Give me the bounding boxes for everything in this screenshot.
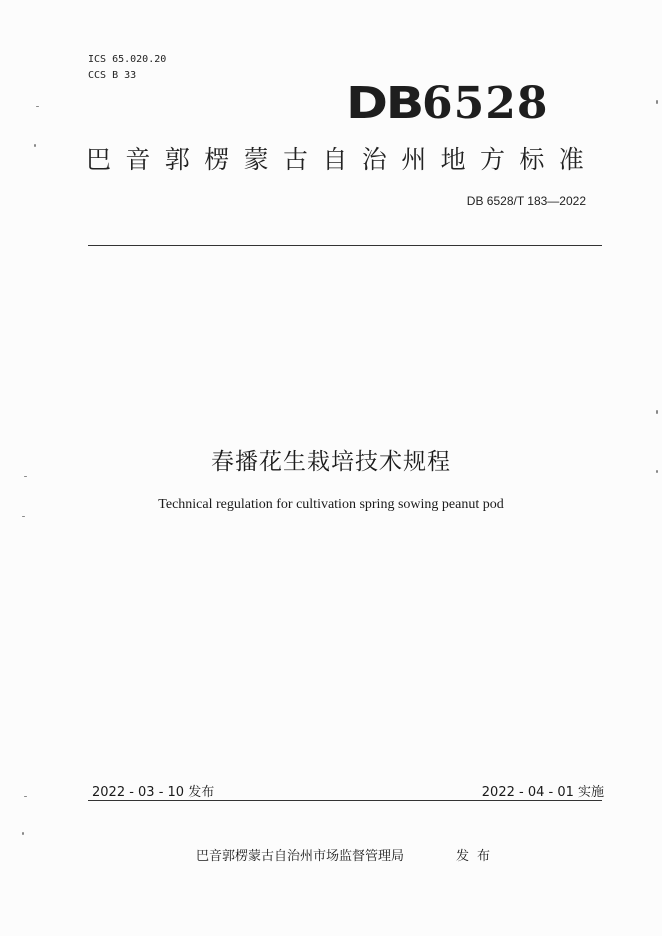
document-title-english: Technical regulation for cultivation spring sowing peanut pod [158, 497, 504, 512]
scan-speck [656, 470, 658, 473]
scan-speck [34, 144, 36, 147]
ics-code: ICS 65.020.20 [88, 54, 167, 65]
top-divider [88, 245, 602, 246]
issue-date: 2022 - 03 - 10 发布 [92, 785, 215, 800]
scan-speck [36, 106, 39, 107]
ccs-code: CCS B 33 [88, 70, 137, 81]
scan-speck [656, 100, 658, 104]
scan-speck [24, 796, 27, 797]
db-logo [346, 76, 549, 129]
standard-type-name: 巴音郭楞蒙古自治州地方标准 [86, 145, 599, 174]
scan-speck [656, 410, 658, 414]
issuing-authority: 巴音郭楞蒙古自治州市场监督管理局 [196, 849, 405, 864]
bottom-divider [88, 800, 602, 801]
logo-number: 6528 [422, 78, 549, 129]
scan-speck [22, 516, 25, 517]
standard-number: DB 6528/T 183—2022 [466, 194, 586, 208]
implementation-date: 2022 - 04 - 01 实施 [481, 785, 604, 800]
classification-codes [88, 52, 166, 84]
logo-prefix: DB [346, 78, 422, 129]
scan-speck [22, 832, 24, 835]
scan-speck [24, 476, 27, 477]
document-title-chinese: 春播花生栽培技术规程 [211, 449, 451, 475]
issue-action: 发布 [456, 849, 499, 864]
